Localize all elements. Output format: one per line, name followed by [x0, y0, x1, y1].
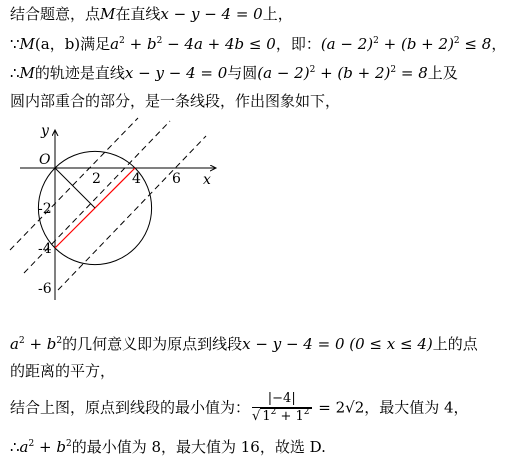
- tick-label-y-m6: -6: [38, 281, 52, 297]
- tick-label-x-6: 6: [172, 171, 181, 187]
- origin-label: O: [39, 152, 51, 168]
- distance-fraction: $\frac{|-4|}{√ 1^2 + 1^2}$: [252, 391, 310, 424]
- line-7: 结合上图，原点到线段的最小值为： $\frac{|-4|}{√ 1^2 + 1^2}$ = 2√2，最大值为 4，: [10, 391, 469, 424]
- axis-label-y: y: [41, 123, 49, 139]
- tick-label-x-2: 2: [92, 171, 101, 187]
- line-4: 圆内部重合的部分，是一条线段，作出图象如下，: [10, 92, 341, 110]
- locus-figure: [0, 118, 240, 318]
- dashed-line-upper: [58, 136, 206, 290]
- axis-label-x: x: [203, 172, 211, 188]
- line-5: $a^2 + b^2$的几何意义即为原点到线段x − y − 4 = 0 (0 ≤ x ≤ 4)上的点: [10, 335, 478, 353]
- tick-label-x-4: 4: [132, 171, 141, 187]
- line-2: ∵M(a，b)满足$a^2 + b^2 - 4a + 4b \le 0$，即：$(a - 2)^2 + (b + 2)^2 \le 8$，: [10, 35, 506, 53]
- line-1: 结合题意，点M在直线x − y − 4 = 0上，: [10, 5, 293, 23]
- line-8: $\therefore a^2 + b^2$的最小值为 8，最大值为 16，故选 D.: [10, 438, 326, 456]
- perpendicular: [55, 168, 95, 208]
- tick-label-y-m4: -4: [38, 241, 52, 257]
- line-3: ∴M的轨迹是直线x − y − 4 = 0与圆$(a - 2)^2 + (b + 2)^2 = 8$上及: [10, 64, 458, 82]
- line-6: 的距离的平方，: [10, 362, 116, 380]
- tick-label-y-m2: -2: [38, 201, 52, 217]
